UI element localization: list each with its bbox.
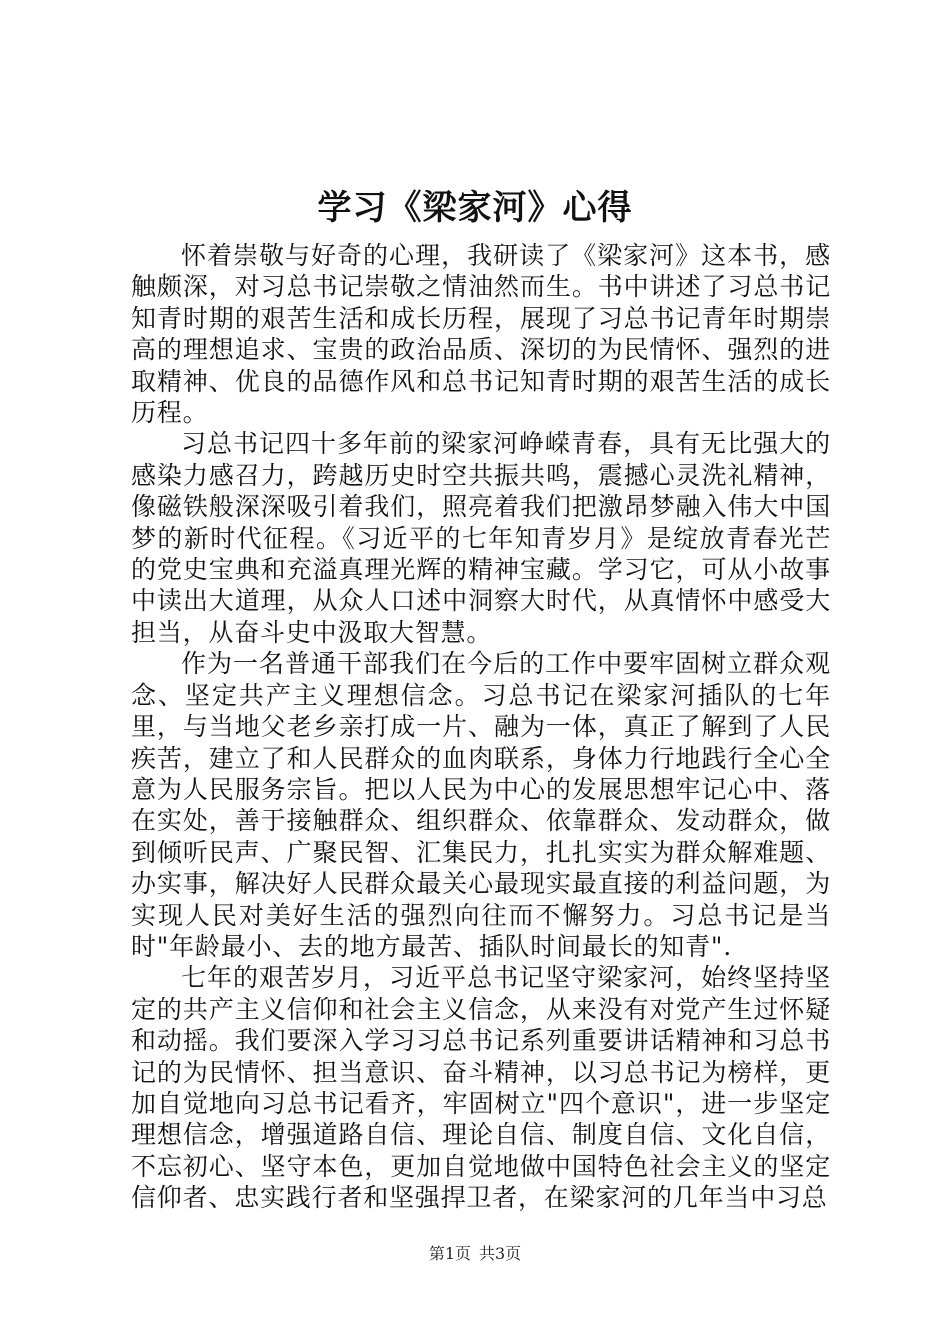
paragraph-2: 习总书记四十多年前的梁家河峥嵘青春，具有无比强大的感染力感召力，跨越历史时空共振共鸣，震撼心灵洗礼精神，像磁铁般深深吸引着我们，照亮着我们把激昂梦融入伟大中国梦的新时代征程。《习近平的七年知青岁月》是绽放青春光芒的党史宝典和充溢真理光辉的精神宝藏。学习它，可从小故事中读出大道理，从众人口述中洞察大时代，从真情怀中感受大担当，从奋斗史中汲取大智慧。 — [131, 429, 831, 647]
paragraph-1: 怀着崇敬与好奇的心理，我研读了《梁家河》这本书，感触颇深，对习总书记崇敬之情油然而生。书中讲述了习总书记知青时期的艰苦生活和成长历程，展现了习总书记青年时期崇高的理想追求、宝贵的政治品质、深切的为民情怀、强烈的进取精神、优良的品德作风和总书记知青时期的艰苦生活的成长历程。 — [131, 241, 831, 428]
paragraph-4: 七年的艰苦岁月，习近平总书记坚守梁家河，始终坚持坚定的共产主义信仰和社会主义信念，从来没有对党产生过怀疑和动摇。我们要深入学习习总书记系列重要讲话精神和习总书记的为民情怀、担当意识、奋斗精神，以习总书记为榜样，更加自觉地向习总书记看齐，牢固树立"四个意识"，进一步坚定理想信念，增强道路自信、理论自信、制度自信、文化自信，不忘初心、坚守本色，更加自觉地做中国特色社会主义的坚定信仰者、忠实践行者和坚强捍卫者，在梁家河的几年当中习总 — [131, 963, 831, 1213]
page-total: 共3页 — [479, 1244, 522, 1263]
document-body — [131, 240, 831, 1214]
document-title: 学习《梁家河》心得 — [317, 188, 633, 228]
page-footer — [0, 1242, 950, 1266]
page-number: 第1页 — [428, 1244, 471, 1263]
paragraph-3: 作为一名普通干部我们在今后的工作中要牢固树立群众观念、坚定共产主义理想信念。习总书记在梁家河插队的七年里，与当地父老乡亲打成一片、融为一体，真正了解到了人民疾苦，建立了和人民群众的血肉联系，身体力行地践行全心全意为人民服务宗旨。把以人民为中心的发展思想牢记心中、落在实处，善于接触群众、组织群众、依靠群众、发动群众，做到倾听民声、广聚民智、汇集民力，扎扎实实为群众解难题、办实事，解决好人民群众最关心最现实最直接的利益问题，为实现人民对美好生活的强烈向往而不懈努力。习总书记是当时"年龄最小、去的地方最苦、插队时间最长的知青". — [131, 649, 831, 961]
